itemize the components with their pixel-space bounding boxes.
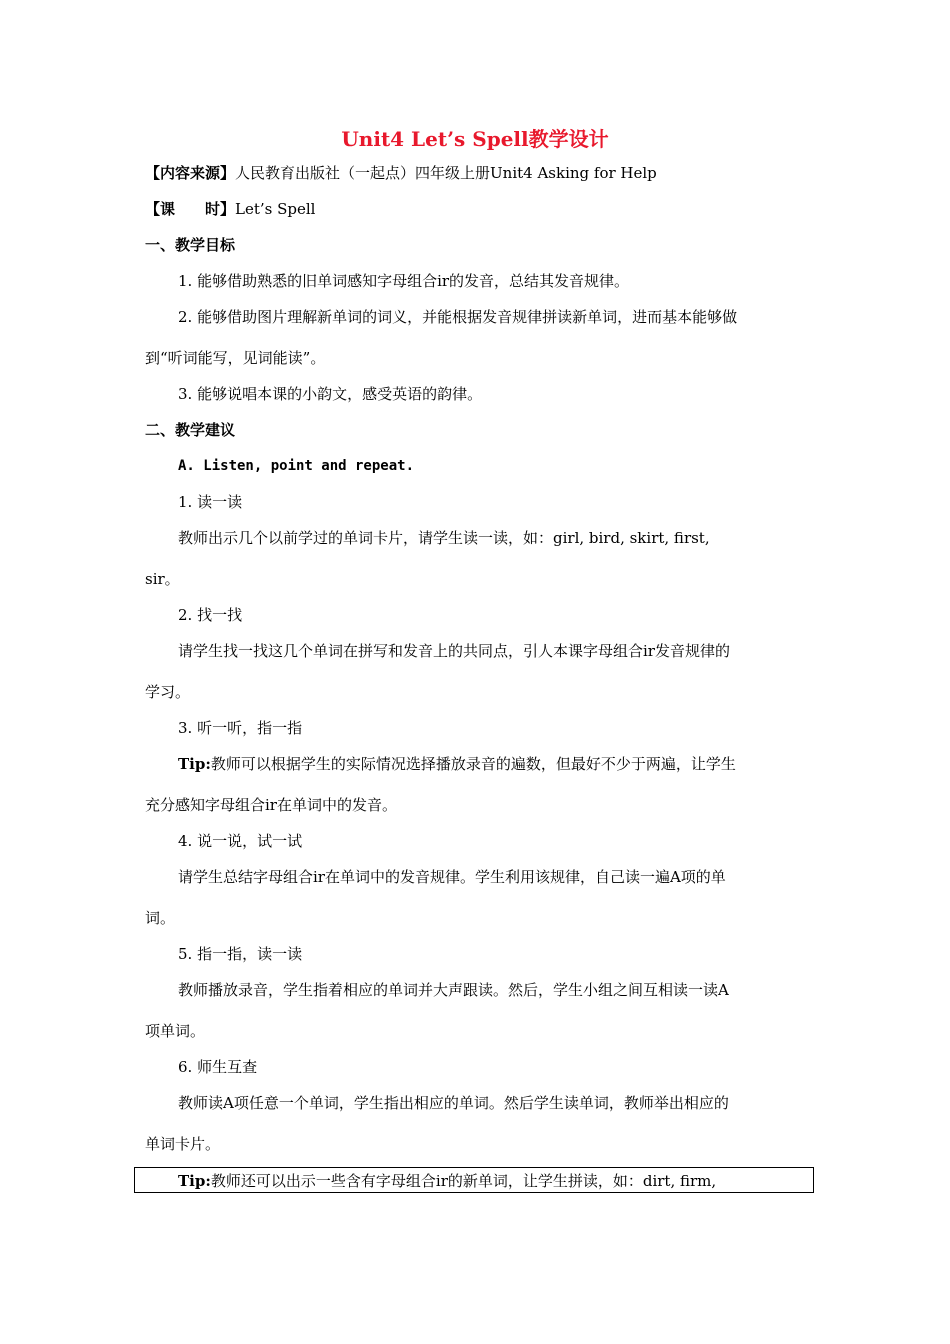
period-value: Let’s Spell [235, 200, 316, 218]
step6-text-2: 单词卡片。 [145, 1135, 221, 1153]
tip-box-content: 教师还可以出示一些含有字母组合ir的新单词，让学生拼读，如：dirt, firm, [210, 1172, 717, 1190]
step1-text-2: sir。 [145, 570, 180, 588]
step6-text-1: 教师读A项任意一个单词，学生指出相应的单词。然后学生读单词，教师举出相应的 [178, 1094, 729, 1112]
period-label: 【课 时】 [145, 200, 236, 218]
source-label: 【内容来源】 [145, 164, 236, 182]
tip-box [134, 1167, 814, 1193]
tip-box-label: Tip: [178, 1172, 211, 1190]
source-line [145, 163, 657, 183]
step3-tip-label: Tip: [178, 755, 211, 773]
step2-title: 2. 找一找 [178, 606, 243, 624]
section1-heading: 一、教学目标 [145, 236, 236, 254]
goal-item-2: 2. 能够借助图片理解新单词的词义，并能根据发音规律拼读新单词，进而基本能够做 [178, 308, 738, 326]
section2-heading: 二、教学建议 [145, 421, 236, 439]
step4-text-1: 请学生总结字母组合ir在单词中的发音规律。学生利用该规律，自己读一遍A项的单 [178, 868, 726, 886]
step5-text-1: 教师播放录音，学生指着相应的单词并大声跟读。然后，学生小组之间互相读一读A [178, 981, 729, 999]
source-value: 人民教育出版社（一起点）四年级上册Unit4 Asking for Help [235, 164, 657, 182]
goal-item-3: 3. 能够说唱本课的小韵文，感受英语的韵律。 [178, 385, 483, 403]
step4-text-2: 词。 [145, 909, 176, 927]
goal-item-2-cont: 到“听词能写，见词能读”。 [145, 349, 326, 367]
step1-title: 1. 读一读 [178, 493, 243, 511]
step5-text-2: 项单词。 [145, 1022, 206, 1040]
step2-text-1: 请学生找一找这几个单词在拼写和发音上的共同点，引人本课字母组合ir发音规律的 [178, 642, 730, 660]
section2-subheading: A. Listen, point and repeat. [178, 458, 415, 474]
goal-item-1: 1. 能够借助熟悉的旧单词感知字母组合ir的发音，总结其发音规律。 [178, 272, 630, 290]
step1-text-1: 教师出示几个以前学过的单词卡片，请学生读一读，如：girl, bird, skirt, first, [178, 529, 710, 547]
step2-text-2: 学习。 [145, 683, 191, 701]
step3-text-2: 充分感知字母组合ir在单词中的发音。 [145, 796, 397, 814]
step5-title: 5. 指一指，读一读 [178, 945, 303, 963]
document-title: Unit4 Let’s Spell教学设计 [341, 127, 609, 151]
step3-tip-text: 教师可以根据学生的实际情况选择播放录音的遍数，但最好不少于两遍，让学生 [210, 755, 736, 773]
step3-title: 3. 听一听，指一指 [178, 719, 303, 737]
step6-title: 6. 师生互查 [178, 1058, 258, 1076]
period-line [145, 199, 315, 219]
step3-text-1 [178, 754, 736, 774]
step4-title: 4. 说一说，试一试 [178, 832, 303, 850]
tip-box-text [178, 1171, 716, 1191]
